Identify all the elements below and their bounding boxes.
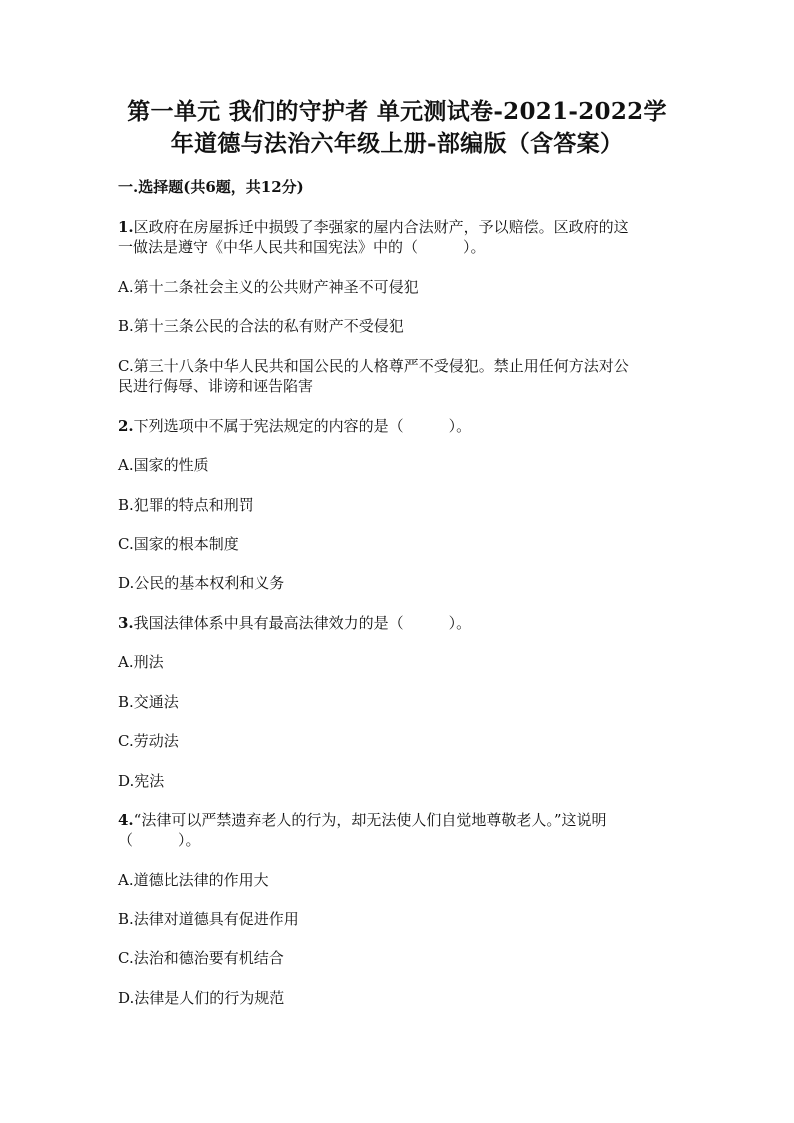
- question-stem-line: 下列选项中不属于宪法规定的内容的是（ ）。: [133, 417, 472, 435]
- option-c: C.国家的根本制度: [118, 535, 239, 553]
- section-heading: 一.选择题(共6题，共12分): [118, 178, 304, 196]
- option-c-continued: 民进行侮辱、诽谤和诬告陷害: [118, 377, 314, 395]
- option-c: C.劳动法: [118, 732, 179, 750]
- question-stem-line: 一做法是遵守《中华人民共和国宪法》中的（ ）。: [118, 238, 486, 256]
- option-b: B.法律对道德具有促进作用: [118, 910, 299, 928]
- option-d: D.公民的基本权利和义务: [118, 574, 285, 592]
- option-b: B.犯罪的特点和刑罚: [118, 496, 254, 514]
- option-b: B.交通法: [118, 693, 179, 711]
- title-line-2: 年道德与法治六年级上册-部编版（含答案）: [170, 130, 624, 157]
- question-stem-line: “法律可以严禁遗弃老人的行为，却无法使人们自觉地尊敬老人。”这说明: [133, 811, 607, 829]
- page-title: [100, 96, 694, 160]
- question-3-stem: [118, 613, 678, 633]
- option-b: B.第十三条公民的合法的私有财产不受侵犯: [118, 317, 404, 335]
- question-number: 3.: [118, 614, 134, 632]
- question-number: 4.: [118, 811, 134, 829]
- option-a: A.道德比法律的作用大: [118, 871, 269, 889]
- question-number: 2.: [118, 417, 134, 435]
- option-d: D.法律是人们的行为规范: [118, 989, 285, 1007]
- question-stem-line: （ ）。: [118, 831, 201, 849]
- option-a: A.刑法: [118, 653, 164, 671]
- title-line-1: 第一单元 我们的守护者 单元测试卷-2021-2022学: [127, 98, 667, 125]
- option-c: C.法治和德治要有机结合: [118, 949, 284, 967]
- option-a: A.国家的性质: [118, 456, 209, 474]
- question-1-stem: [118, 217, 678, 237]
- question-4-stem: [118, 810, 678, 830]
- option-a: A.第十二条社会主义的公共财产神圣不可侵犯: [118, 278, 419, 296]
- question-stem-line: 我国法律体系中具有最高法律效力的是（ ）。: [133, 614, 472, 632]
- question-number: 1.: [118, 218, 134, 236]
- option-c: C.第三十八条中华人民共和国公民的人格尊严不受侵犯。禁止用任何方法对公: [118, 357, 629, 375]
- question-stem-line: 区政府在房屋拆迁中损毁了李强家的屋内合法财产，予以赔偿。区政府的这: [133, 218, 629, 236]
- question-2-stem: [118, 416, 678, 436]
- option-d: D.宪法: [118, 772, 165, 790]
